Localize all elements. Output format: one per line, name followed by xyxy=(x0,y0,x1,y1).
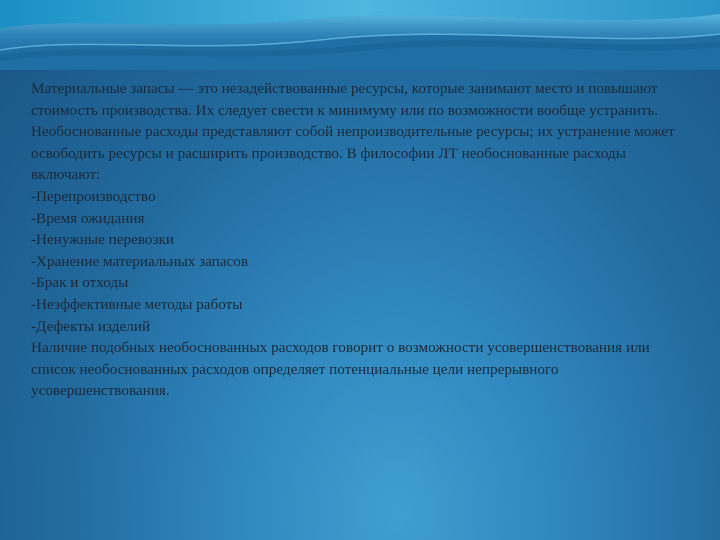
waste-item-product-defects: -Дефекты изделий xyxy=(31,317,151,335)
decorative-wave-header xyxy=(0,0,720,70)
waste-item-defects-scrap: -Брак и отходы xyxy=(31,274,129,292)
waste-item-transport: -Ненужные перевозки xyxy=(31,231,175,249)
waste-item-overproduction: -Перепроизводство xyxy=(31,187,156,205)
intro-paragraph: Материальные запасы — это незадействованные ресурсы, которые занимают место и повышают стоимость производства. Их следует свести к минимуму или по возможности вообще устранить. xyxy=(31,80,659,119)
wave-graphic xyxy=(0,0,720,70)
waste-item-inefficient-methods: -Неэффективные методы работы xyxy=(31,295,243,313)
conclusion-paragraph: Наличие подобных необоснованных расходов говорит о возможности усовершенствования или список необоснованных расходов определяет потенциальные цели непрерывного усовершенствования. xyxy=(31,339,650,400)
waste-item-inventory: -Хранение материальных запасов xyxy=(31,252,248,270)
waste-item-waiting: -Время ожидания xyxy=(31,209,145,227)
waste-definition-paragraph: Необоснованные расходы представляют собой непроизводительные ресурсы; их устранение может освободить ресурсы и расширить производство. В философии ЛТ необоснованные расходы включают: xyxy=(31,123,675,184)
slide-body-text xyxy=(31,78,696,402)
